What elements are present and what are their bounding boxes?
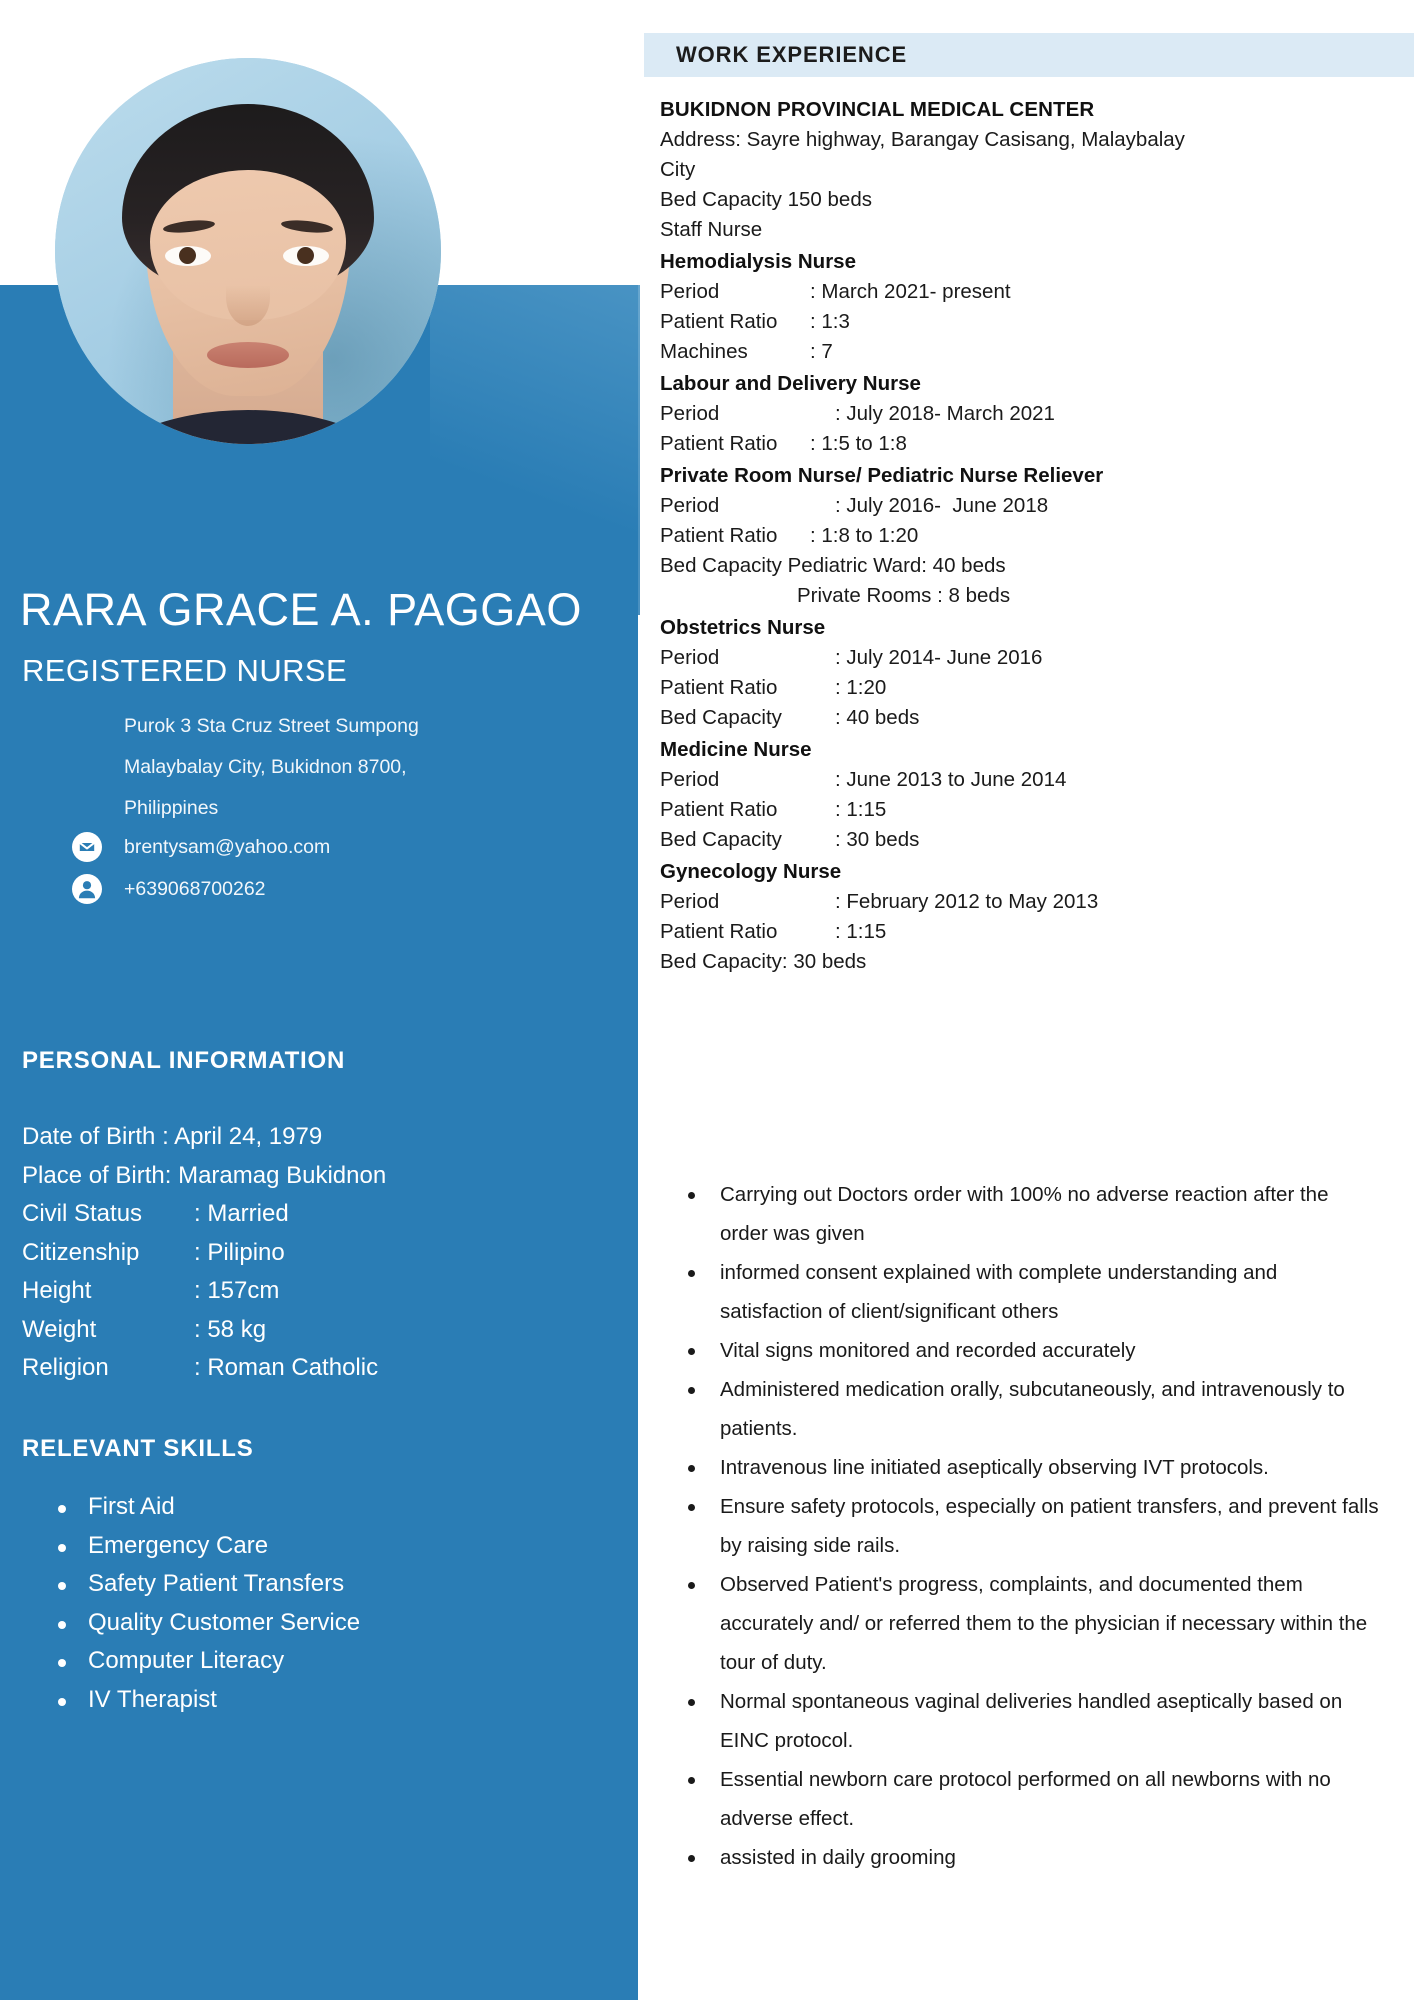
role-extra-line: Bed Capacity: 30 beds <box>660 950 867 973</box>
personal-info-row <box>22 1234 622 1273</box>
address-line: Malaybalay City, Bukidnon 8700, <box>124 756 407 778</box>
job-title: REGISTERED NURSE <box>22 653 348 689</box>
skill-item: IV Therapist <box>44 1681 604 1720</box>
personal-information-heading: PERSONAL INFORMATION <box>22 1047 346 1074</box>
contact-row[interactable] <box>72 826 542 868</box>
role-detail-row <box>660 643 1380 673</box>
role-detail-row <box>660 825 1380 855</box>
personal-info-label: Citizenship <box>22 1238 140 1266</box>
company-detail-line: Bed Capacity 150 beds <box>660 188 872 211</box>
role-detail-value: : 1:20 <box>835 676 887 699</box>
personal-info-label: Date of Birth : <box>22 1123 169 1150</box>
personal-info-row <box>22 1272 622 1311</box>
photo-eye-right <box>283 246 329 266</box>
role-detail-key: Period <box>660 768 720 791</box>
personal-info-row <box>22 1118 622 1157</box>
duty-item: Intravenous line initiated aseptically observing IVT protocols. <box>660 1448 1380 1487</box>
role-detail-key: Patient Ratio <box>660 676 778 699</box>
photo-nose <box>226 268 270 326</box>
role-detail-value: : March 2021- present <box>810 280 1011 303</box>
personal-info-row <box>22 1311 622 1350</box>
skill-item: Computer Literacy <box>44 1642 604 1681</box>
role-detail-row <box>660 429 1380 459</box>
duty-item: Carrying out Doctors order with 100% no adverse reaction after the order was given <box>660 1175 1380 1253</box>
photo-mouth <box>207 342 289 368</box>
role-detail-value: : February 2012 to May 2013 <box>835 890 1099 913</box>
role-detail-row <box>660 765 1380 795</box>
work-experience-heading-bar <box>644 33 1414 77</box>
personal-information-list <box>22 1118 622 1388</box>
role-detail-key: Patient Ratio <box>660 524 778 547</box>
skill-item: Safety Patient Transfers <box>44 1565 604 1604</box>
role-detail-value: : 1:5 to 1:8 <box>810 432 907 455</box>
role-detail-row <box>660 491 1380 521</box>
skill-item: Quality Customer Service <box>44 1604 604 1643</box>
personal-info-label: Religion <box>22 1354 109 1381</box>
role-detail-row <box>660 399 1380 429</box>
address-line: Purok 3 Sta Cruz Street Sumpong <box>124 715 419 737</box>
personal-info-value: : Pilipino <box>194 1238 285 1266</box>
role-detail-key: Machines <box>660 340 748 363</box>
role-detail-key: Bed Capacity <box>660 706 782 729</box>
role-detail-key: Period <box>660 494 720 517</box>
duty-item: informed consent explained with complete understanding and satisfaction of client/significant others <box>660 1253 1380 1331</box>
skill-item: First Aid <box>44 1488 604 1527</box>
company-detail-line: City <box>660 158 696 181</box>
personal-info-value: : 58 kg <box>194 1315 267 1343</box>
duty-item: Administered medication orally, subcutaneously, and intravenously to patients. <box>660 1370 1380 1448</box>
role-detail-row <box>660 703 1380 733</box>
work-experience-heading: WORK EXPERIENCE <box>676 42 908 67</box>
relevant-skills-list <box>44 1488 604 1719</box>
name-block <box>0 585 638 689</box>
personal-info-label: Place of Birth: <box>22 1161 172 1189</box>
role-detail-key: Patient Ratio <box>660 310 778 333</box>
contact-value: brentysam@yahoo.com <box>124 835 331 858</box>
full-name: RARA GRACE A. PAGGAO <box>20 584 582 635</box>
role-detail-value: : 1:15 <box>835 798 887 821</box>
company-name: BUKIDNON PROVINCIAL MEDICAL CENTER <box>660 98 1095 121</box>
role-title: Private Room Nurse/ Pediatric Nurse Reliever <box>660 464 1104 487</box>
personal-info-row <box>22 1157 622 1196</box>
role-detail-row <box>660 337 1380 367</box>
envelope-icon <box>72 832 102 862</box>
role-title: Obstetrics Nurse <box>660 616 826 639</box>
photo-eye-left <box>165 246 211 266</box>
role-detail-value: : July 2016- June 2018 <box>835 494 1049 517</box>
role-extra-line: Bed Capacity Pediatric Ward: 40 beds <box>660 554 1006 577</box>
duty-item: Ensure safety protocols, especially on patient transfers, and prevent falls by raising side rails. <box>660 1487 1380 1565</box>
duty-item: Essential newborn care protocol performed on all newborns with no adverse effect. <box>660 1760 1380 1838</box>
address-line: Philippines <box>124 797 219 819</box>
role-extra-line: Private Rooms : 8 beds <box>797 584 1011 607</box>
role-detail-value: : 30 beds <box>835 828 920 851</box>
role-detail-key: Patient Ratio <box>660 798 778 821</box>
role-detail-value: : 1:8 to 1:20 <box>810 524 919 547</box>
role-detail-key: Patient Ratio <box>660 920 778 943</box>
personal-info-label: Height <box>22 1277 92 1304</box>
skill-item: Emergency Care <box>44 1527 604 1566</box>
contact-block <box>72 826 542 910</box>
role-detail-value: : 7 <box>810 340 833 363</box>
role-detail-row <box>660 917 1380 947</box>
contact-row[interactable] <box>72 868 542 910</box>
role-detail-value: : July 2014- June 2016 <box>835 646 1043 669</box>
personal-info-row <box>22 1349 622 1388</box>
role-detail-key: Patient Ratio <box>660 432 778 455</box>
role-detail-row <box>660 521 1380 551</box>
role-detail-key: Period <box>660 280 720 303</box>
role-detail-key: Period <box>660 890 720 913</box>
company-detail-line: Staff Nurse <box>660 218 763 241</box>
role-detail-row <box>660 795 1380 825</box>
personal-info-value: : 157cm <box>194 1277 280 1304</box>
address-block <box>124 706 544 829</box>
role-detail-value: : 1:15 <box>835 920 887 943</box>
company-detail-line: Address: Sayre highway, Barangay Casisang, Malaybalay <box>660 128 1185 151</box>
duty-item: Observed Patient's progress, complaints, and documented them accurately and/ or referred them to the physician if necessary within the tour of duty. <box>660 1565 1380 1682</box>
role-title: Labour and Delivery Nurse <box>660 372 921 395</box>
role-detail-value: : 1:3 <box>810 310 850 333</box>
duties-list <box>660 1175 1380 1877</box>
role-detail-row <box>660 887 1380 917</box>
role-detail-row <box>660 277 1380 307</box>
work-experience-body <box>660 95 1380 977</box>
personal-info-value: April 24, 1979 <box>168 1123 323 1150</box>
relevant-skills-heading: RELEVANT SKILLS <box>22 1435 254 1462</box>
duty-item: Vital signs monitored and recorded accurately <box>660 1331 1380 1370</box>
decorative-wedge <box>430 285 640 615</box>
duty-item: Normal spontaneous vaginal deliveries handled aseptically based on EINC protocol. <box>660 1682 1380 1760</box>
personal-info-value: : Married <box>194 1200 289 1227</box>
personal-info-value: : Roman Catholic <box>194 1354 379 1381</box>
role-detail-key: Period <box>660 646 720 669</box>
personal-info-row <box>22 1195 622 1234</box>
role-title: Hemodialysis Nurse <box>660 250 856 273</box>
user-icon <box>72 874 102 904</box>
personal-info-label: Weight <box>22 1315 97 1343</box>
role-detail-row <box>660 307 1380 337</box>
role-detail-row <box>660 673 1380 703</box>
right-content-column <box>660 0 1414 2000</box>
personal-info-value: Maramag Bukidnon <box>171 1161 387 1189</box>
role-title: Gynecology Nurse <box>660 860 842 883</box>
role-detail-value: : July 2018- March 2021 <box>835 402 1055 425</box>
role-detail-value: : June 2013 to June 2014 <box>835 768 1067 791</box>
role-detail-value: : 40 beds <box>835 706 920 729</box>
role-title: Medicine Nurse <box>660 738 812 761</box>
profile-photo <box>55 58 441 444</box>
role-detail-key: Period <box>660 402 720 425</box>
role-detail-key: Bed Capacity <box>660 828 782 851</box>
contact-value: +639068700262 <box>124 877 266 900</box>
personal-info-label: Civil Status <box>22 1200 143 1227</box>
duty-item: assisted in daily grooming <box>660 1838 1380 1877</box>
